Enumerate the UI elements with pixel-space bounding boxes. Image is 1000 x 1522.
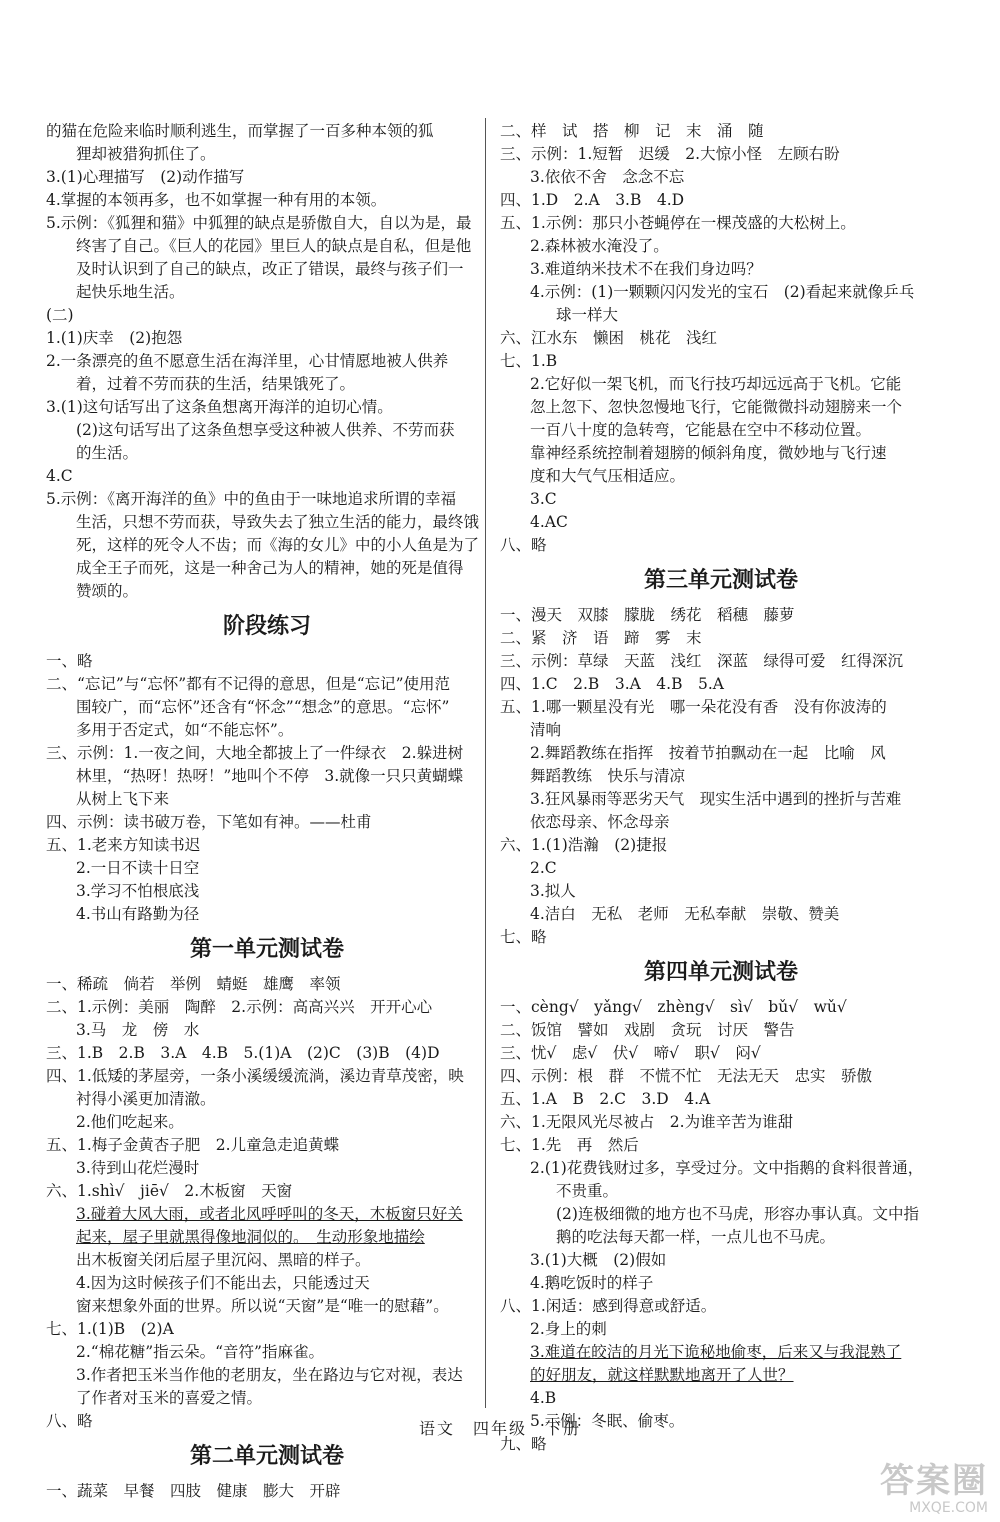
answer-text: 2.它好似一架飞机，而飞行技巧却远远高于飞机。它能 (530, 375, 902, 393)
answer-text: 多用于否定式，如“不能忘怀”。 (76, 721, 294, 739)
answer-line (500, 350, 942, 373)
answer-text: 四、1.低矮的茅屋旁，一条小溪缓缓流淌，溪边青草茂密，映 (46, 1067, 464, 1085)
answer-text: 2.一日不读十日空 (76, 859, 200, 877)
answer-text: 的猫在危险来临时顺利逃生，而掌握了一百多种本领的狐 (46, 122, 434, 140)
answer-text: 3.作者把玉米当作他的老朋友，坐在路边与它对视，表达 (76, 1366, 463, 1384)
answer-text: 2.森林被水淹没了。 (530, 237, 669, 255)
answer-text: 3.狂风暴雨等恶劣天气 现实生活中遇到的挫折与苦难 (530, 790, 902, 808)
answer-line (46, 511, 488, 534)
watermark-url: MXQE.COM (909, 1500, 988, 1516)
answer-line (500, 996, 942, 1019)
answer-line (46, 973, 488, 996)
answer-line (46, 166, 488, 189)
answer-line (46, 120, 488, 143)
page-footer: 语文 四年级 下册 (418, 1419, 581, 1438)
answer-line (46, 1480, 488, 1503)
answer-text: 2.他们吃起来。 (76, 1113, 184, 1131)
answer-line (500, 1111, 942, 1134)
answer-text: 忽上忽下、忽快忽慢地飞行，它能微微抖动翅膀来一个 (530, 398, 903, 416)
answer-text: 七、1.(1)B (2)A (46, 1320, 174, 1338)
answer-line (500, 1318, 942, 1341)
answer-line (46, 811, 488, 834)
answer-text: 4.因为这时候孩子们不能出去，只能透过天 (76, 1274, 370, 1292)
answer-text: 依恋母亲、怀念母亲 (530, 813, 670, 831)
answer-text: 不贵重。 (556, 1182, 619, 1200)
answer-text: 一、cèng√ yǎng√ zhèng√ sì√ bǔ√ wǔ√ (500, 998, 847, 1016)
section-title (500, 566, 942, 596)
answer-text: 五、1.梅子金黄杏子肥 2.儿童急走追黄蝶 (46, 1136, 340, 1154)
answer-line (46, 465, 488, 488)
answer-text: 起快乐地生活。 (76, 283, 185, 301)
answer-line (500, 465, 942, 488)
answer-text: 舞蹈教练 快乐与清凉 (530, 767, 686, 785)
answer-line (500, 1295, 942, 1318)
answer-text: 3.依依不舍 念念不忘 (530, 168, 685, 186)
answer-line (500, 534, 942, 557)
answer-line (46, 557, 488, 580)
answer-line (500, 1387, 942, 1410)
answer-line (500, 143, 942, 166)
answer-text: 4.掌握的本领再多，也不如掌握一种有用的本领。 (46, 191, 387, 209)
answer-text: 二、紧 济 语 蹄 雾 末 (500, 629, 702, 647)
answer-text: 死，这样的死令人不齿；而《海的女儿》中的小人鱼是为了 (76, 536, 480, 554)
answer-line (500, 1203, 942, 1226)
answer-line (500, 1249, 942, 1272)
section-title-text: 第一单元测试卷 (189, 937, 344, 962)
section-title-text: 第三单元测试卷 (643, 568, 798, 593)
answer-text: 八、略 (500, 536, 547, 554)
answer-text: (2)这句话写出了这条鱼想享受这种被人供养、不劳而获 (76, 421, 455, 439)
answer-line (46, 673, 488, 696)
answer-text: 一百八十度的急转弯，它能悬在空中不移动位置。 (530, 421, 872, 439)
answer-text: 3.待到山花烂漫时 (76, 1159, 200, 1177)
section-title (46, 1442, 488, 1472)
answer-text: 及时认识到了自己的缺点，改正了错误，最终与孩子们一 (76, 260, 464, 278)
column-divider (485, 118, 486, 1408)
answer-text: 五、1.A B 2.C 3.D 4.A (500, 1090, 711, 1108)
answer-line (46, 327, 488, 350)
answer-text: 2.一条漂亮的鱼不愿意生活在海洋里，心甘情愿地被人供养 (46, 352, 449, 370)
answer-line (500, 788, 942, 811)
answer-line (500, 235, 942, 258)
answer-line (46, 650, 488, 673)
answer-line (46, 1318, 488, 1341)
answer-line (500, 1157, 942, 1180)
answer-text: 七、略 (500, 928, 547, 946)
answer-text: 3.C (530, 490, 557, 508)
answer-text: 三、示例：1.一夜之间，大地全都披上了一件绿衣 2.躲进树 (46, 744, 464, 762)
answer-line (46, 143, 488, 166)
answer-text: 五、1.老来方知读书迟 (46, 836, 201, 854)
answer-text: 的生活。 (76, 444, 139, 462)
answer-text: 四、1.D 2.A 3.B 4.D (500, 191, 685, 209)
answer-line (46, 1180, 488, 1203)
answer-text: 3.马 龙 傍 水 (76, 1021, 200, 1039)
answer-line (46, 1226, 488, 1249)
answer-line (46, 534, 488, 557)
answer-text: 出木板窗关闭后屋子里沉闷、黑暗的样子。 (76, 1251, 371, 1269)
answer-line (46, 996, 488, 1019)
answer-line (46, 212, 488, 235)
answer-text: 二、样 试 搭 柳 记 末 涌 随 (500, 122, 764, 140)
answer-line (46, 1134, 488, 1157)
answer-text: 三、忧√ 虑√ 伏√ 啼√ 职√ 闷√ (500, 1044, 761, 1062)
answer-text: 3.学习不怕根底浅 (76, 882, 200, 900)
answer-line (500, 765, 942, 788)
watermark-logo (838, 1462, 988, 1518)
answer-text: 八、1.闲适：感到得意或舒适。 (500, 1297, 717, 1315)
answer-line (46, 396, 488, 419)
answer-line (46, 696, 488, 719)
answer-line (500, 212, 942, 235)
answer-text: 球一样大 (556, 306, 619, 324)
answer-line (500, 419, 942, 442)
answer-text: 3.难道在皎洁的月光下诡秘地偷枣，后来又与我混熟了 (530, 1343, 902, 1361)
answer-text: 3.(1)心理描写 (2)动作描写 (46, 168, 245, 186)
answer-line (46, 1088, 488, 1111)
answer-line (500, 1272, 942, 1295)
answer-text: 了作者对玉米的喜爱之情。 (76, 1389, 263, 1407)
answer-line (46, 235, 488, 258)
answer-line (500, 1088, 942, 1111)
answer-text: 3.难道纳米技术不在我们身边吗？ (530, 260, 762, 278)
answer-line (46, 1042, 488, 1065)
answer-text: 2.舞蹈教练在指挥 按着节拍飘动在一起 比喻 风 (530, 744, 886, 762)
answer-line (500, 719, 942, 742)
answer-text: 七、1.先 再 然后 (500, 1136, 639, 1154)
answer-text: 二、饭馆 譬如 戏剧 贪玩 讨厌 警告 (500, 1021, 795, 1039)
answer-line (46, 373, 488, 396)
answer-text: 九、略 (500, 1435, 547, 1453)
answer-text: 围较广，而“忘怀”还含有“怀念”“想念”的意思。“忘怀” (76, 698, 450, 716)
section-title (46, 935, 488, 965)
answer-text: 鹅的吃法每天都一样，一点儿也不马虎。 (556, 1228, 836, 1246)
answer-text: 4.示例：(1)一颗颗闪闪发光的宝石 (2)看起来就像乒乓 (530, 283, 915, 301)
answer-text: 四、示例：读书破万卷，下笔如有神。——杜甫 (46, 813, 372, 831)
answer-text: 三、示例：草绿 天蓝 浅红 深蓝 绿得可爱 红得深沉 (500, 652, 904, 670)
answer-line (500, 1134, 942, 1157)
answer-text: 4.洁白 无私 老师 无私奉献 崇敬、赞美 (530, 905, 840, 923)
answer-text: 2.“棉花糖”指云朵。“音符”指麻雀。 (76, 1343, 324, 1361)
answer-line (500, 742, 942, 765)
answer-line (46, 189, 488, 212)
answer-text: 一、略 (46, 652, 93, 670)
answer-text: 窗来想象外面的世界。所以说“天窗”是“唯一的慰藉”。 (76, 1297, 449, 1315)
answer-line (46, 788, 488, 811)
answer-line (46, 857, 488, 880)
answer-line (500, 673, 942, 696)
answer-text: 六、1.(1)浩瀚 (2)捷报 (500, 836, 668, 854)
answer-line (46, 903, 488, 926)
answer-text: 4.书山有路勤为径 (76, 905, 200, 923)
answer-text: 3.碰着大风大雨，或者北风呼呼叫的冬天，木板窗只好关 (76, 1205, 463, 1223)
answer-text: 八、略 (46, 1412, 93, 1430)
answer-line (500, 650, 942, 673)
answer-line (500, 189, 942, 212)
answer-text: 起来，屋子里就黑得像地洞似的。 生动形象地描绘 (76, 1228, 425, 1246)
answer-line (46, 1341, 488, 1364)
answer-text: 4.AC (530, 513, 568, 531)
answer-text: 2.(1)花费钱财过多，享受过分。文中指鹅的食料很普通， (530, 1159, 924, 1177)
answer-text: 5.示例：冬眠、偷枣。 (530, 1412, 685, 1430)
answer-line (500, 834, 942, 857)
answer-text: 3.(1)这句话写出了这条鱼想离开海洋的迫切心情。 (46, 398, 393, 416)
answer-line (46, 834, 488, 857)
right-column (500, 120, 942, 1456)
answer-text: 赞颂的。 (76, 582, 139, 600)
answer-text: 四、1.C 2.B 3.A 4.B 5.A (500, 675, 724, 693)
answer-text: (二) (46, 306, 74, 324)
answer-text: 4.C (46, 467, 73, 485)
answer-line (500, 166, 942, 189)
section-title (46, 612, 488, 642)
section-title-text: 第二单元测试卷 (189, 1444, 344, 1469)
answer-line (500, 857, 942, 880)
answer-line (500, 880, 942, 903)
section-title-text: 阶段练习 (222, 614, 311, 639)
answer-line (500, 696, 942, 719)
answer-line (500, 281, 942, 304)
answer-line (46, 258, 488, 281)
answer-text: 一、稀疏 倘若 举例 蜻蜓 雄鹰 率领 (46, 975, 341, 993)
answer-line (500, 604, 942, 627)
answer-line (500, 120, 942, 143)
left-column (46, 120, 488, 1503)
answer-text: 着，过着不劳而获的生活，结果饿死了。 (76, 375, 356, 393)
answer-line (46, 742, 488, 765)
answer-text: 二、1.示例：美丽 陶醉 2.示例：高高兴兴 开开心心 (46, 998, 433, 1016)
answer-text: 5.示例：《狐狸和猫》中狐狸的缺点是骄傲自大，自以为是，最 (46, 214, 472, 232)
answer-text: 靠神经系统控制着翅膀的倾斜角度，微妙地与飞行速 (530, 444, 887, 462)
answer-line (46, 1272, 488, 1295)
answer-text: 一、蔬菜 早餐 四肢 健康 膨大 开辟 (46, 1482, 341, 1500)
answer-text: 5.示例：《离开海洋的鱼》中的鱼由于一味地追求所谓的幸福 (46, 490, 457, 508)
answer-text: 六、1.shì√ jiē√ 2.木板窗 天窗 (46, 1182, 293, 1200)
answer-line (500, 396, 942, 419)
answer-text: 4.鹅吃饭时的样子 (530, 1274, 654, 1292)
answer-line (500, 1226, 942, 1249)
answer-text: 终害了自己。《巨人的花园》里巨人的缺点是自私，但是他 (76, 237, 472, 255)
answer-line (500, 304, 942, 327)
answer-text: 1.(1)庆幸 (2)抱怨 (46, 329, 183, 347)
answer-text: 4.B (530, 1389, 557, 1407)
answer-text: 衬得小溪更加清澈。 (76, 1090, 216, 1108)
answer-line (500, 373, 942, 396)
answer-text: 度和大气气压相适应。 (530, 467, 686, 485)
answer-line (500, 926, 942, 949)
answer-text: 3.拟人 (530, 882, 576, 900)
answer-line (500, 1341, 942, 1364)
answer-text: 七、1.B (500, 352, 558, 370)
answer-line (46, 1203, 488, 1226)
answer-text: 三、1.B 2.B 3.A 4.B 5.(1)A (2)C (3)B (4)D (46, 1044, 440, 1062)
answer-line (46, 304, 488, 327)
answer-text: 六、1.无限风光尽被占 2.为谁辛苦为谁甜 (500, 1113, 794, 1131)
answer-line (46, 1157, 488, 1180)
section-title-text: 第四单元测试卷 (643, 960, 798, 985)
answer-text: 四、示例：根 群 不慌不忙 无法无天 忠实 骄傲 (500, 1067, 873, 1085)
answer-line (500, 258, 942, 281)
answer-text: 三、示例：1.短暂 迟缓 2.大惊小怪 左顾右盼 (500, 145, 840, 163)
answer-line (46, 419, 488, 442)
answer-line (46, 1111, 488, 1134)
answer-line (46, 350, 488, 373)
answer-text: 生活，只想不劳而获，导致失去了独立生活的能力，最终饿 (76, 513, 480, 531)
answer-line (500, 1019, 942, 1042)
answer-text: 狸却被猎狗抓住了。 (76, 145, 216, 163)
answer-line (46, 1295, 488, 1318)
answer-line (500, 488, 942, 511)
answer-text: 五、1.示例：那只小苍蝇停在一棵茂盛的大松树上。 (500, 214, 856, 232)
answer-line (46, 765, 488, 788)
answer-text: 清响 (530, 721, 562, 739)
answer-line (46, 1364, 488, 1387)
answer-line (46, 719, 488, 742)
answer-line (500, 903, 942, 926)
answer-line (500, 327, 942, 350)
answer-line (500, 511, 942, 534)
answer-line (46, 1249, 488, 1272)
answer-text: (2)连极细微的地方也不马虎，形容办事认真。文中指 (556, 1205, 919, 1223)
answer-text: 六、江水东 懒困 桃花 浅红 (500, 329, 718, 347)
answer-line (46, 1019, 488, 1042)
answer-text: 二、“忘记”与“忘怀”都有不记得的意思，但是“忘记”使用范 (46, 675, 451, 693)
answer-text: 五、1.哪一颗星没有光 哪一朵花没有香 没有你波涛的 (500, 698, 887, 716)
answer-line (46, 580, 488, 603)
answer-line (46, 442, 488, 465)
answer-text: 2.身上的刺 (530, 1320, 607, 1338)
answer-text: 林里，“热呀！热呀！”地叫个不停 3.就像一只只黄蝴蝶 (76, 767, 464, 785)
answer-line (500, 1065, 942, 1088)
answer-line (500, 1042, 942, 1065)
answer-line (46, 1065, 488, 1088)
watermark-text: 答案圈 (880, 1461, 988, 1501)
answer-line (500, 811, 942, 834)
section-title (500, 958, 942, 988)
answer-line (46, 1387, 488, 1410)
answer-line (500, 442, 942, 465)
answer-text: 3.(1)大概 (2)假如 (530, 1251, 667, 1269)
answer-line (500, 1180, 942, 1203)
answer-line (46, 488, 488, 511)
answer-line (46, 880, 488, 903)
answer-text: 从树上飞下来 (76, 790, 170, 808)
answer-text: 2.C (530, 859, 557, 877)
answer-text: 一、漫天 双膝 朦胧 绣花 稻穗 藤萝 (500, 606, 795, 624)
answer-line (500, 627, 942, 650)
answer-line (500, 1364, 942, 1387)
answer-line (46, 281, 488, 304)
answer-text: 的好朋友，就这样默默地离开了人世？ (530, 1366, 794, 1384)
answer-text: 成全王子而死，这是一种舍己为人的精神，她的死是值得 (76, 559, 464, 577)
